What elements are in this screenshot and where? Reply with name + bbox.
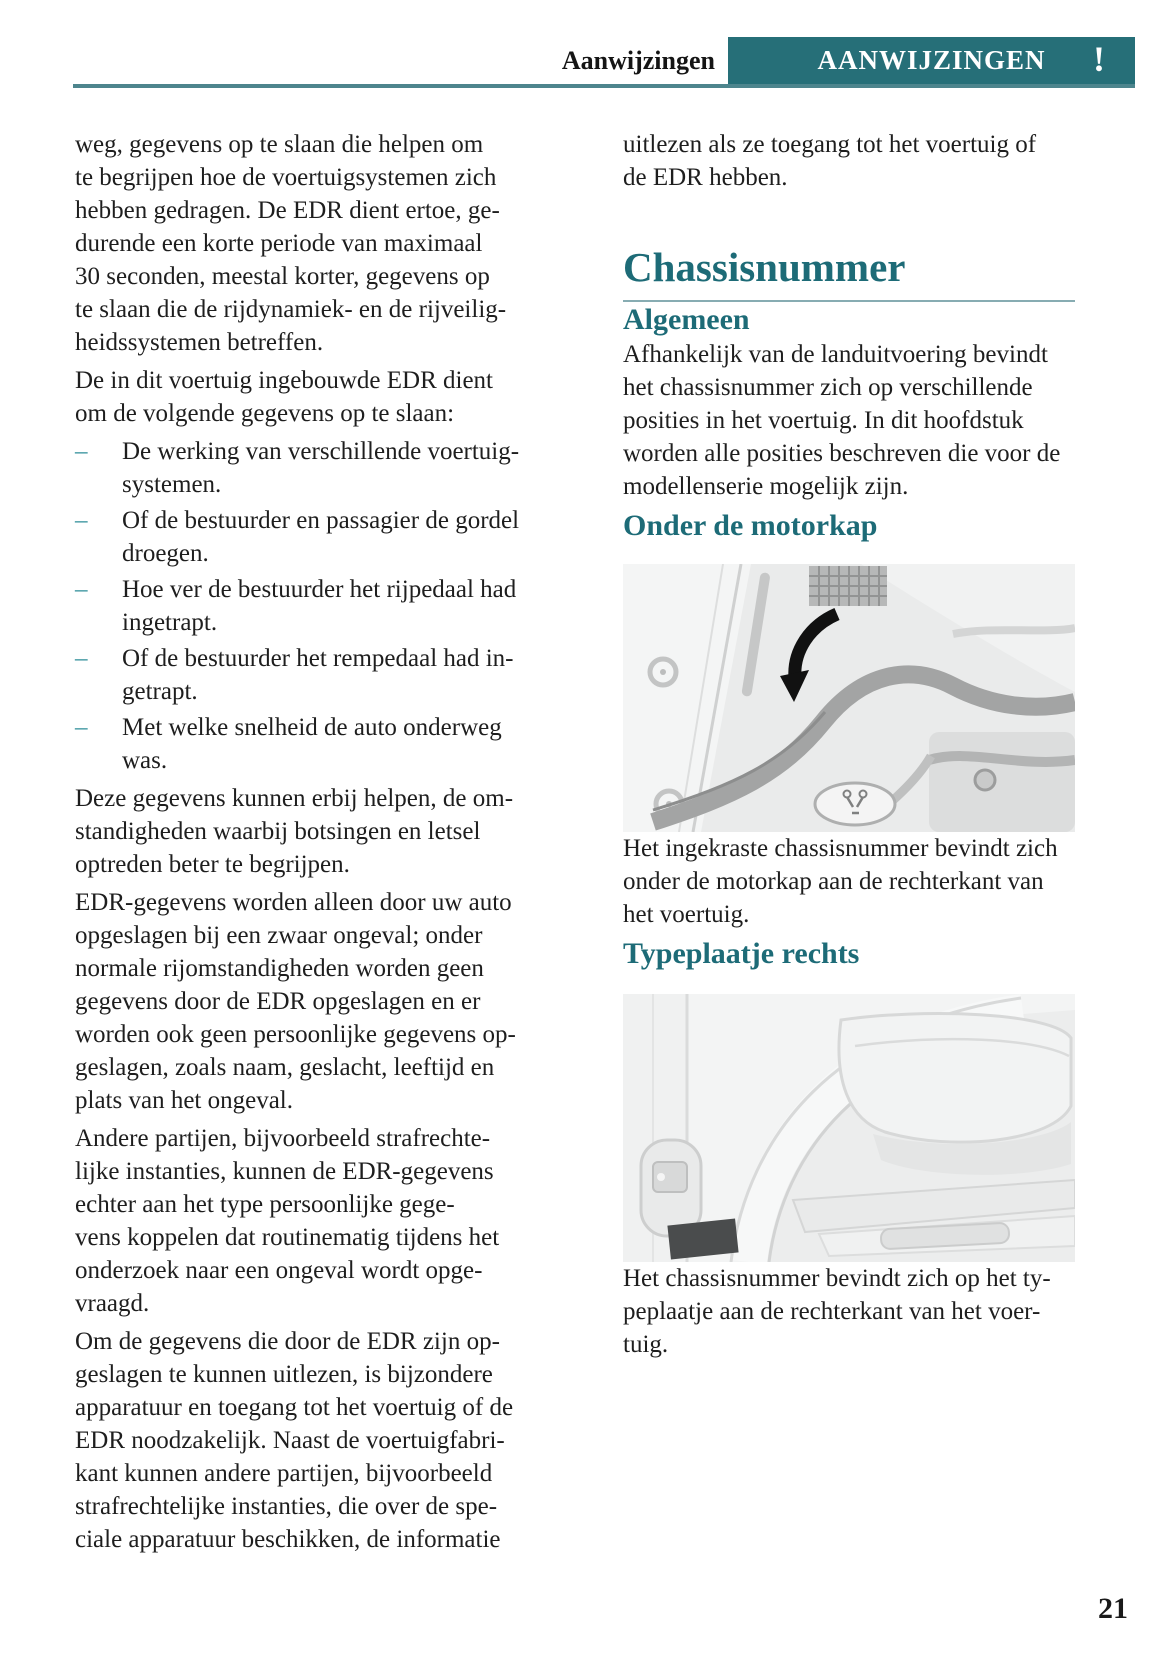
bullet-text: Hoe ver de bestuurder het rijpedaal had ingetrapt. (122, 576, 517, 636)
type-plate (667, 1219, 738, 1260)
bullet-text: De werking van verschillende voertuig- systemen. (122, 438, 520, 498)
left-column (75, 128, 580, 1561)
right-column (623, 128, 1075, 1366)
header-rule (73, 84, 1135, 88)
bullet-text: Of de bestuurder en passagier de gordel droegen. (122, 507, 520, 567)
section-badge (728, 37, 1135, 84)
paragraph: weg, gegevens op te slaan die helpen om te begrijpen hoe de voertuigsystemen zich hebben gedragen. De EDR dient ertoe, ge- durende een korte periode van maximaal 30 seconden, meestal korter, gegevens op te slaan die de rijdynamiek- en de rijveilig- heidssystemen betreffen. (75, 131, 507, 356)
page-header (0, 37, 1135, 84)
image-caption: Het ingekraste chassisnummer bevindt zich onder de motorkap aan de rechterkant van het voertuig. (623, 835, 1058, 928)
bullet-item (75, 435, 580, 501)
photo-under-hood (623, 564, 1075, 832)
paragraph: Afhankelijk van de landuitvoering bevindt het chassisnummer zich op verschillende posities in het voertuig. In dit hoofdstuk worden alle posities beschreven die voor de modellenserie mogelijk zijn. (623, 341, 1061, 500)
section-title-chassisnummer: Chassisnummer (623, 244, 906, 290)
bullet-item (75, 504, 580, 570)
paragraph: uitlezen als ze toegang tot het voertuig of de EDR hebben. (623, 131, 1037, 191)
bullet-text: Of de bestuurder het rempedaal had in- getrapt. (122, 645, 514, 705)
subsection-title-algemeen: Algemeen (623, 303, 750, 336)
bullet-dash-icon: – (75, 507, 88, 534)
bullet-dash-icon: – (75, 645, 88, 672)
chapter-label: Aanwijzingen (561, 45, 715, 75)
subsection-title-onder-de-motorkap: Onder de motorkap (623, 509, 878, 542)
bullet-item (75, 573, 580, 639)
paragraph: Deze gegevens kunnen erbij helpen, de om- standigheden waarbij botsingen en letsel optreden beter te begrijpen. (75, 785, 514, 878)
bullet-text: Met welke snelheid de auto onderweg was. (122, 714, 502, 774)
paragraph: Om de gegevens die door de EDR zijn op- geslagen te kunnen uitlezen, is bijzondere apparatuur en toegang tot het voertuig of de EDR noodzakelijk. Naast de voertuigfabri- kant kunnen andere partijen, bijvoorbeeld strafrechtelijke instanties, die over de spe- ciale apparatuur beschikken, de informatie (75, 1328, 514, 1553)
paragraph: Andere partijen, bijvoorbeeld strafrechte- lijke instanties, kunnen de EDR-gegevens echter aan het type persoonlijke gege- vens koppelen dat routinematig tijdens het onderzoek naar een ongeval wordt opge- vraagd. (75, 1125, 500, 1317)
photo-type-plate (623, 994, 1075, 1262)
exclamation-icon: ! (1093, 38, 1105, 79)
paragraph: De in dit voertuig ingebouwde EDR dient om de volgende gegevens op te slaan: (75, 367, 493, 427)
bullet-dash-icon: – (75, 576, 88, 603)
bullet-dash-icon: – (75, 714, 88, 741)
image-caption: Het chassisnummer bevindt zich op het ty- peplaatje aan de rechterkant van het voer- tuig. (623, 1265, 1051, 1358)
bullet-item (75, 642, 580, 708)
subsection-title-typeplaatje-rechts: Typeplaatje rechts (623, 937, 860, 970)
bullet-dash-icon: – (75, 438, 88, 465)
bullet-list (75, 435, 580, 777)
bullet-item (75, 711, 580, 777)
page-number: 21 (1098, 1592, 1128, 1625)
paragraph: EDR-gegevens worden alleen door uw auto opgeslagen bij een zwaar ongeval; onder normale rijomstandigheden worden geen gegevens door de EDR opgeslagen en er worden ook geen persoonlijke gegevens op- geslagen, zoals naam, geslacht, leeftijd en plats van het ongeval. (75, 889, 516, 1114)
badge-label: AANWIJZINGEN (817, 45, 1046, 75)
